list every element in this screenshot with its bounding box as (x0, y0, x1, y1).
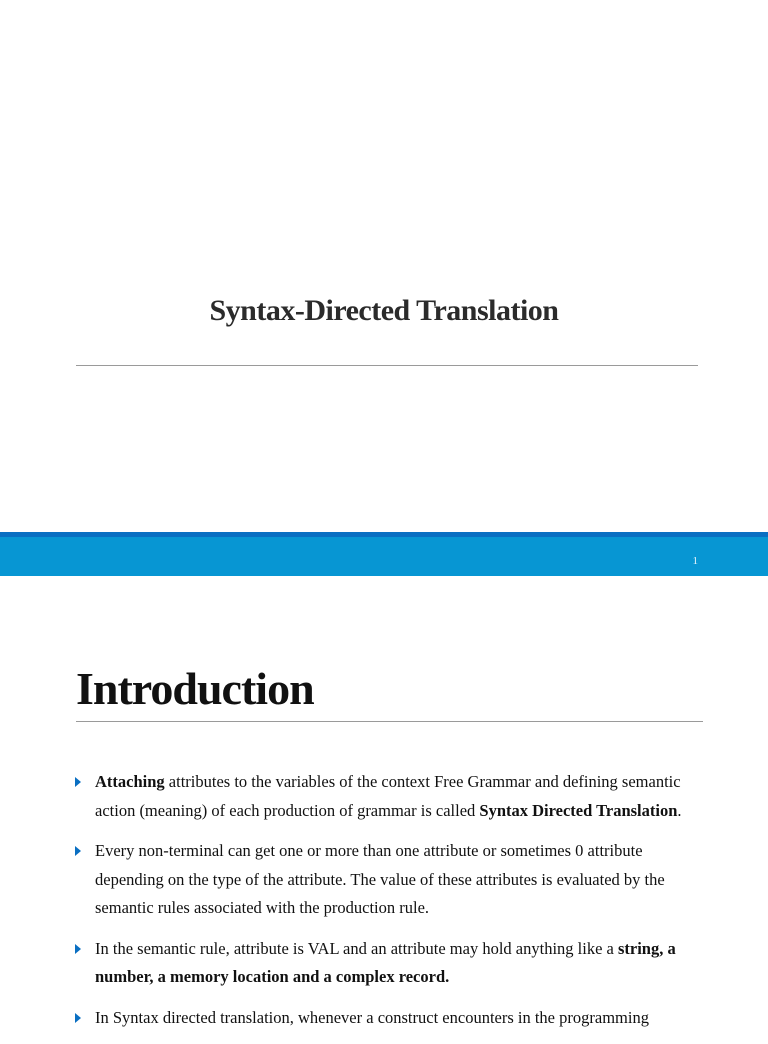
bullet-list (72, 768, 712, 1044)
bullet-bold-term: Syntax Directed Translation (479, 800, 678, 820)
bullet-text: In the semantic rule, attribute is VAL and an attribute may hold anything like a (95, 938, 618, 958)
heading-divider (76, 721, 703, 722)
page-number: 1 (692, 555, 698, 567)
bullet-arrow-icon (75, 846, 81, 856)
bullet-bold-term: Attaching (95, 772, 165, 791)
bullet-text-end: . (677, 800, 682, 820)
bullet-arrow-icon (75, 944, 81, 954)
bullet-bold-term: string, a number, a memory location and a complex record. (95, 938, 676, 986)
bullet-text: Every non-terminal can get one or more than one attribute or sometimes 0 attribute depending on the type of the attribute. The value of these attributes is evaluated by the semantic rules associated with the production rule. (95, 841, 665, 917)
bullet-item (72, 1004, 712, 1033)
bullet-item (72, 935, 712, 992)
bullet-arrow-icon (75, 777, 81, 787)
bullet-arrow-icon (75, 1013, 81, 1023)
bullet-text: In Syntax directed translation, whenever a construct encounters in the programming (95, 1007, 649, 1027)
introduction-slide (0, 576, 768, 1027)
slide-title: Syntax-Directed Translation (209, 294, 559, 327)
bullet-text: attributes to the variables of the context Free Grammar and defining semantic action (meaning) of each production of grammar is called (95, 772, 681, 820)
footer-band (0, 537, 768, 576)
slide-heading: Introduction (76, 663, 314, 714)
title-divider (76, 365, 698, 366)
bullet-item (72, 837, 712, 923)
bullet-item (72, 768, 712, 825)
